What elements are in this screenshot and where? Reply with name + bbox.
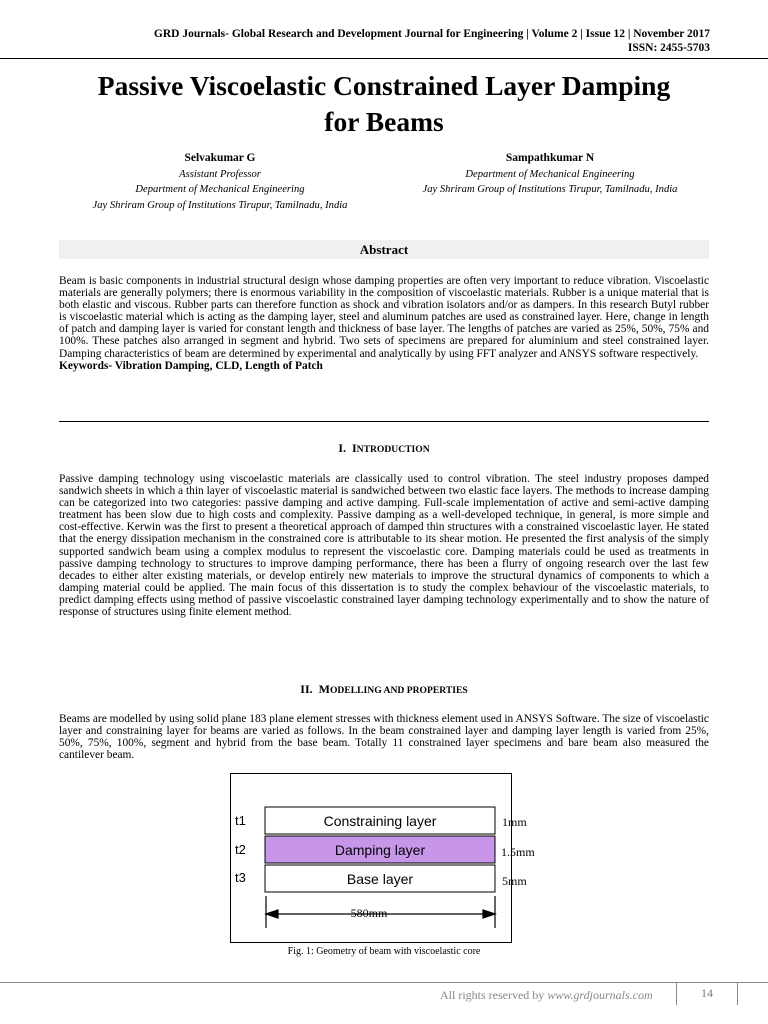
author-inst: Jay Shriram Group of Institutions Tirupur, Tamilnadu, India (422, 184, 678, 195)
abstract-body (59, 275, 709, 372)
page-number: 14 (676, 982, 738, 1005)
abstract-text: Beam is basic components in industrial structural design whose damping properties are often very important to reduce vibration. Viscoelastic materials are generally polymers; there is enormous variability in the composition of viscoelastic materials. Rubber is a unique material that is both elastic and viscous. Rubber parts can therefore function as shock and vibration isolators and/or as dampers. In this research Butyl rubber is viscoelastic material which is acting as the damping layer, steel and aluminum patches are used as constrained layer. Here, change in length of patch and damping layer is varied for constant length and thickness of base layer. The lengths of patches are varied as 25%, 50%, 75% and 100%. These patches also arranged in segment and hybrid. Two sets of specimens are prepared for aluminium and steel constrained layer. Damping characteristics of beam are determined by experimental and analytically by using FFT analyzer and ANSYS software respectively. (59, 275, 709, 360)
section-heading-modelling (0, 682, 768, 697)
section-number: II. (300, 682, 313, 696)
footer-rights (440, 988, 653, 1003)
author-role: Assistant Professor (179, 168, 261, 180)
section-number: I. (338, 441, 346, 455)
title-line-2: for Beams (324, 106, 444, 137)
footer-rule (0, 982, 768, 983)
damping-layer-label: Damping layer (334, 842, 426, 858)
title-line-1: Passive Viscoelastic Constrained Layer Damping (97, 70, 671, 101)
header-rule (0, 58, 768, 59)
author-inst: Jay Shriram Group of Institutions Tirupur, Tamilnadu, India (92, 199, 348, 211)
thickness-1: 1mm (502, 815, 527, 829)
paper-title (0, 68, 768, 140)
section-title-rest: ODELLING AND PROPERTIES (329, 685, 468, 696)
section-title-rest: NTRODUCTION (356, 444, 430, 455)
issn: ISSN: 2455-5703 (627, 42, 710, 54)
length-label: 580mm (350, 906, 388, 920)
abstract-heading: Abstract (59, 240, 709, 259)
label-t3: t3 (235, 870, 246, 885)
section-title-initial: I (351, 441, 357, 455)
author-1 (55, 151, 385, 213)
beam-geometry-figure (230, 773, 535, 943)
introduction-text: Passive damping technology using viscoelastic materials are classically used to control vibration. The steel industry proposes damped sandwich sheets in which a thin layer of viscoelastic material is sandwiched between two elastic face layers. The methods to increase damping can be categorized into two categories: passive damping and active damping. Full-scale implementation of active and semi-active damping treatment has been slow due to high costs and complexity. Passive damping as a well-developed technique, in general, is more simple and cost-effective. Kerwin was the first to present a theoretical approach of damped thin structures with a constrained viscoelastic layer. He stated that the energy dissipation mechanism in the constrained core is attributable to its shear motion. He presented the first analysis of the simply supported sandwich beam using a complex modulus to represent the viscoelastic core. Damping materials could be used as treatments in passive damping technology to structures to improve damping performance, there has been a flurry of ongoing research over the last few decades to either alter existing materials, or develop entirely new materials to improve the structural dynamics of components to which a damping material could be applied. The main focus of this dissertation is to study the complex behaviour of the viscoelastic materials, to predict damping effects using method of passive viscoelastic constrained layer damping technology experimentally and to show the nature of response of structures using finite element method. (59, 473, 709, 619)
label-t2: t2 (235, 842, 246, 857)
modelling-text: Beams are modelled by using solid plane 183 plane element stresses with thickness element used in ANSYS Software. The size of viscoelastic layer and constraining layer for beams are varied as follows. In the beam constrained layer and damping layer length is varied from 25%, 50%, 75%, 100%, segment and hybrid from the base beam. Totally 11 constrained layer specimens and bare beam also measured the cantilever beam. (59, 713, 709, 762)
thickness-2: 1.5mm (501, 845, 535, 859)
journal-header: GRD Journals- Global Research and Development Journal for Engineering | Volume 2 | Issue 12 | November 2017 (153, 28, 710, 40)
section-heading-introduction (0, 441, 768, 456)
beam-diagram (231, 774, 535, 942)
abstract-rule (59, 421, 709, 422)
site-link[interactable]: www.grdjournals.com (547, 988, 653, 1002)
figure-caption: Fig. 1: Geometry of beam with viscoelastic core (287, 946, 481, 957)
author-2 (385, 151, 715, 198)
author-dept: Department of Mechanical Engineering (135, 184, 305, 195)
author-name: Sampathkumar N (505, 152, 595, 164)
author-name: Selvakumar G (184, 152, 256, 164)
constraining-layer-label: Constraining layer (323, 813, 437, 829)
rights-text: All rights reserved by (440, 988, 548, 1002)
label-t1: t1 (235, 813, 246, 828)
author-dept: Department of Mechanical Engineering (465, 168, 635, 180)
section-title-initial: M (318, 682, 330, 696)
base-layer-label: Base layer (346, 871, 414, 887)
keywords: Keywords- Vibration Damping, CLD, Length of Patch (59, 359, 323, 372)
thickness-3: 5mm (502, 874, 527, 888)
